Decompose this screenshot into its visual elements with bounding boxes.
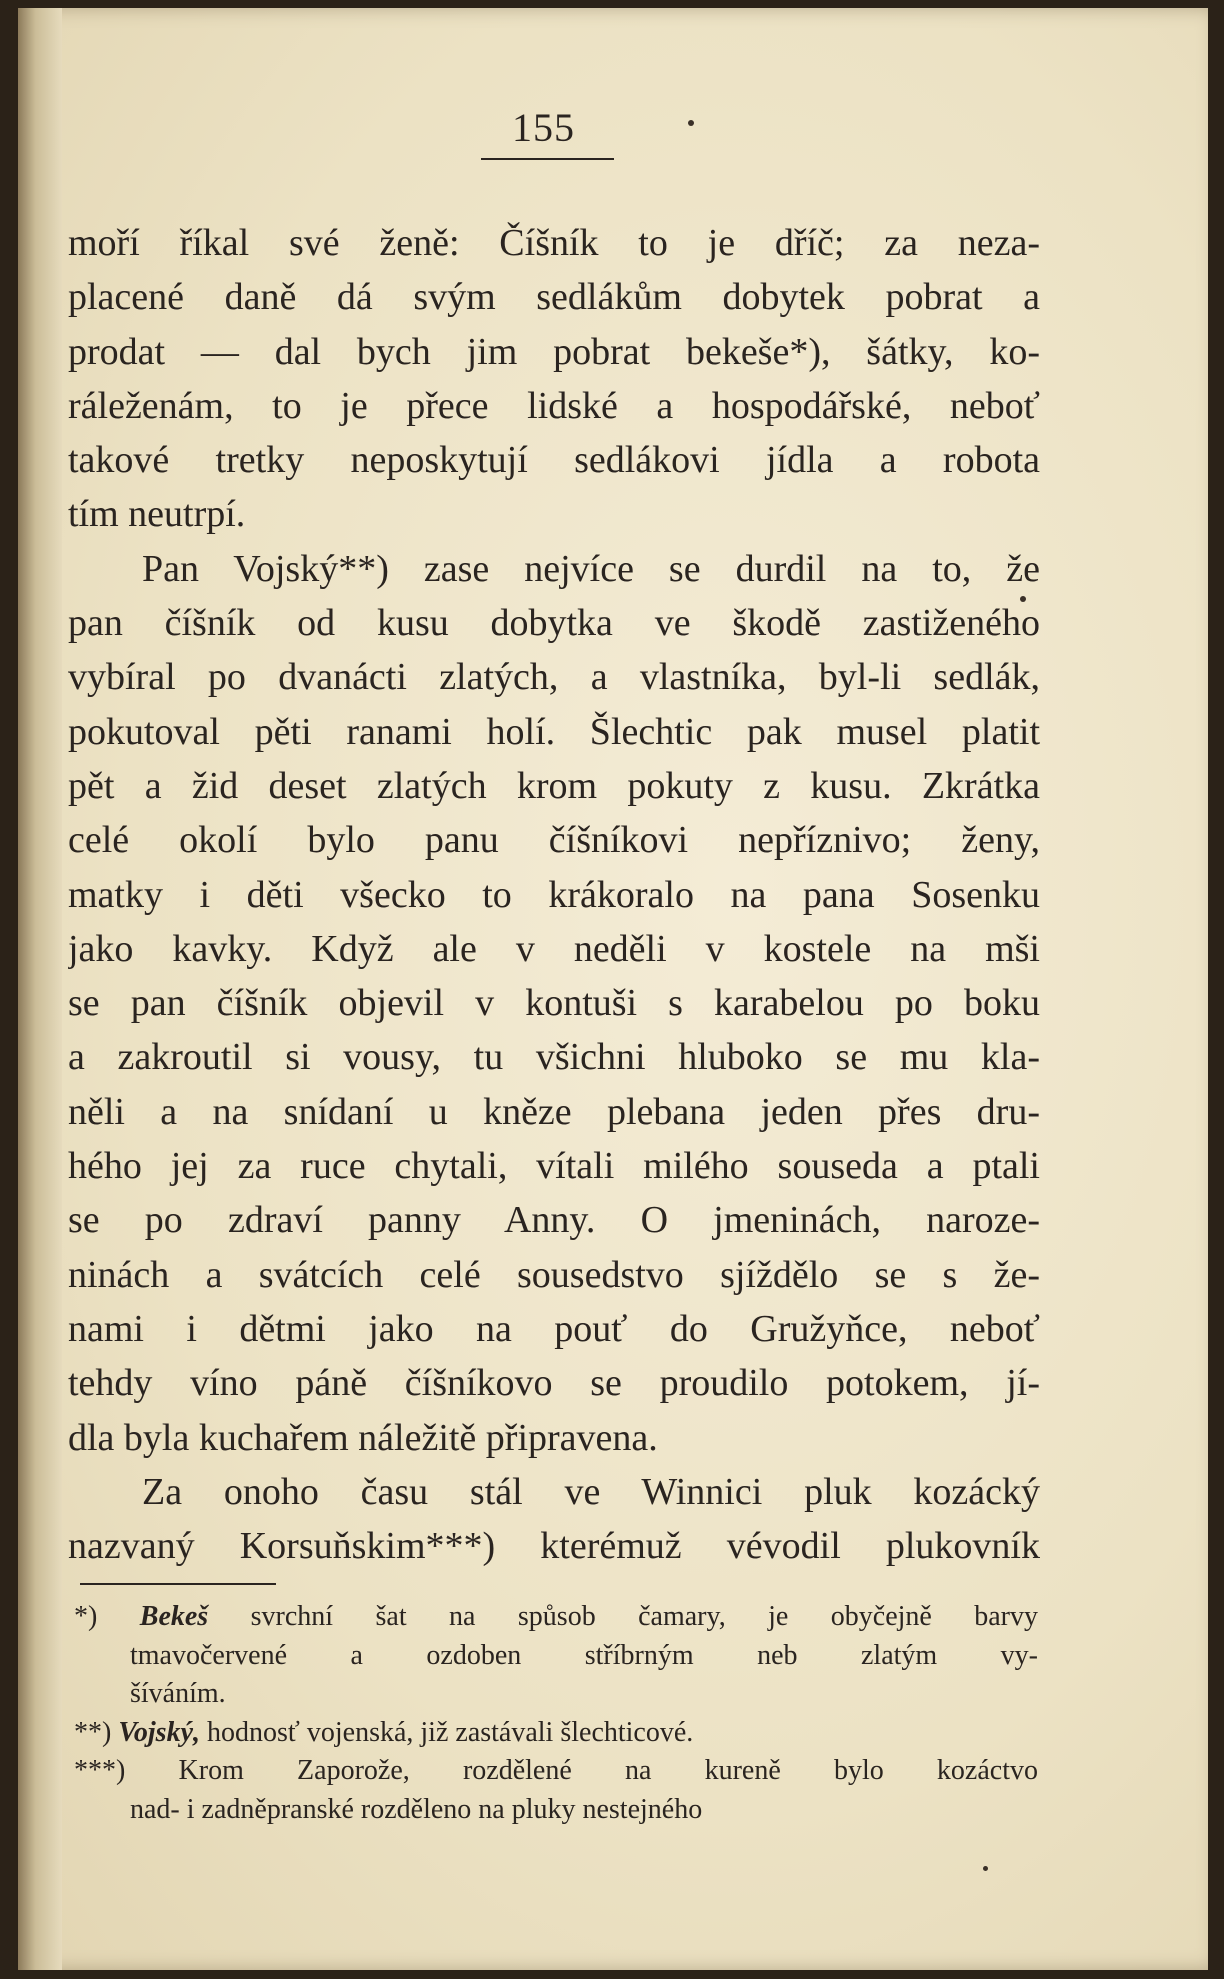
- text-line: vybíral po dvanácti zlatých, a vlastníka, byl-li sedlák,: [68, 656, 1040, 699]
- footnotes: [74, 1598, 1038, 1829]
- text-line: a zakroutil si vousy, tu všichni hluboko se mu kla-: [68, 1036, 1040, 1079]
- book-page: [18, 8, 1208, 1970]
- text-line: tehdy víno páně číšníkovo se proudilo potokem, jí-: [68, 1362, 1040, 1405]
- text-line: něli a na snídaní u kněze plebana jeden přes dru-: [68, 1090, 1040, 1133]
- text-line: tím neutrpí.: [68, 493, 246, 536]
- text-line: nami i dětmi jako na pouť do Gružyňce, neboť: [68, 1307, 1040, 1350]
- footnote-text: hodnosť vojenská, již zastávali šlechticové.: [207, 1716, 694, 1748]
- print-speck: [983, 1866, 988, 1871]
- text-line: placené daně dá svým sedlákům dobytek pobrat a: [68, 276, 1040, 319]
- text-line: Za onoho času stál ve Winnici pluk kozácký: [142, 1470, 1040, 1513]
- text-line: prodat — dal bych jim pobrat bekeše*), šátky, ko-: [68, 330, 1040, 373]
- text-line: se po zdraví panny Anny. O jmeninách, naroze-: [68, 1199, 1040, 1242]
- text-line: ninách a svátcích celé sousedstvo sjíždělo se s že-: [68, 1253, 1040, 1296]
- footnote-term: Bekeš: [139, 1601, 209, 1632]
- footnote-rule: [80, 1583, 276, 1585]
- text-line: takové tretky neposkytují sedlákovi jídla a robota: [68, 439, 1040, 482]
- text-line: pokutoval pěti ranami holí. Šlechtic pak musel platit: [68, 710, 1040, 753]
- footnote-text-line: nad- i zadněpranské rozděleno na pluky nestejného: [130, 1793, 703, 1825]
- text-line: ráleženám, to je přece lidské a hospodářské, neboť: [68, 384, 1040, 427]
- text-line: jako kavky. Když ale v neděli v kostele na mši: [68, 927, 1040, 970]
- footnote-term: Vojský,: [118, 1716, 201, 1748]
- text-line: dla byla kuchařem náležitě připravena.: [68, 1416, 658, 1459]
- body-text: [68, 216, 1040, 1573]
- page-gutter: [18, 8, 62, 1970]
- footnote-text: Krom Zaporože, rozdělené na kureně bylo kozáctvo: [178, 1755, 1038, 1786]
- text-line: matky i děti všecko to krákoralo na pana Sosenku: [68, 873, 1040, 916]
- text-line: pan číšník od kusu dobytka ve škodě zastiženého: [68, 602, 1040, 645]
- footnote-text-line: tmavočervené a ozdoben stříbrným neb zlatým vy-: [130, 1639, 1038, 1671]
- print-speck: [1020, 596, 1026, 602]
- footnote-text: svrchní šat na spůsob čamary, je obyčejně barvy: [250, 1601, 1038, 1632]
- footnote-text-line: šíváním.: [130, 1678, 226, 1709]
- footnote-marker: **): [74, 1716, 112, 1748]
- text-line: moří říkal své ženě: Číšník to je dříč; za neza-: [68, 222, 1040, 264]
- text-line: celé okolí bylo panu číšníkovi nepříznivo; ženy,: [68, 819, 1040, 862]
- footnote-1: [74, 1598, 1038, 1637]
- text-line: pět a žid deset zlatých krom pokuty z kusu. Zkrátka: [68, 764, 1040, 807]
- footnote-3: [74, 1752, 1038, 1791]
- text-line: hého jej za ruce chytali, vítali milého souseda a ptali: [68, 1145, 1040, 1188]
- page-number-rule: [481, 158, 614, 160]
- text-line: nazvaný Korsuňskim***) kterémuž vévodil plukovník: [68, 1525, 1040, 1568]
- footnote-marker: ***): [74, 1755, 126, 1786]
- text-line: Pan Vojský**) zase nejvíce se durdil na to, že: [142, 547, 1040, 590]
- page-number: 155: [512, 105, 575, 150]
- footnote-2: [74, 1714, 1038, 1753]
- footnote-marker: *): [74, 1601, 98, 1632]
- text-line: se pan číšník objevil v kontuši s karabelou po boku: [68, 982, 1040, 1025]
- print-speck: [688, 120, 694, 126]
